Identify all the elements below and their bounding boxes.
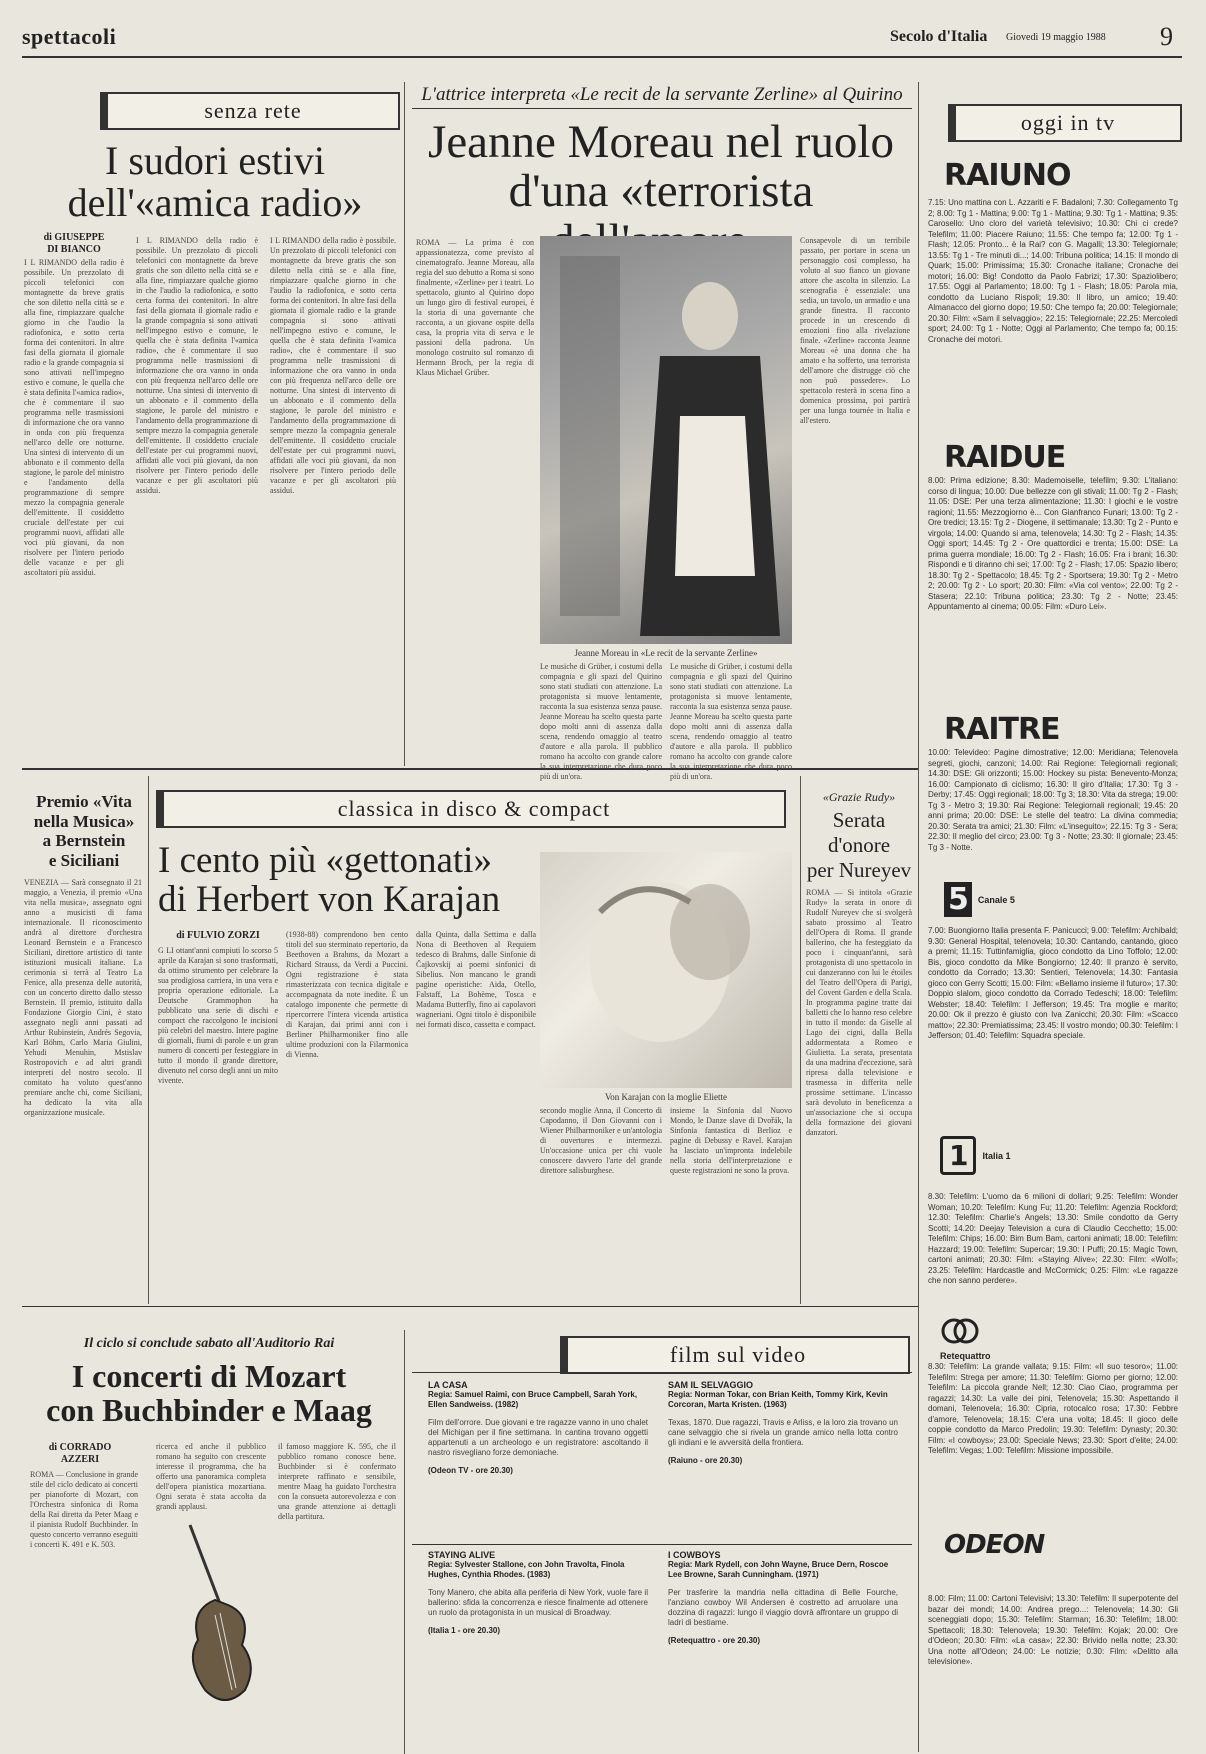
newspaper-name: Secolo d'Italia [890, 28, 988, 45]
film-title: LA CASA [428, 1380, 468, 1390]
film-description: Tony Manero, che abita alla periferia di New York, vuole fare il ballerino: sfida la concorrenza e riesce finalmente ad ottenere un ruolo da protagonista in un musical di Broadway. [428, 1588, 648, 1617]
photo-illustration [540, 236, 792, 644]
article-kicker: Il ciclo si conclude sabato all'Auditorio Rai [83, 1336, 335, 1351]
film-listing [668, 1550, 898, 1645]
title-line: a Bernstein [42, 831, 126, 851]
article-body: (1938-88) comprendono ben cento titoli del suo sterminato repertorio, da Beethoven a Brahms, da Mozart a Richard Strauss, da Verdi a Puccini. Ogni registrazione è stata rimasterizzata con tecnica digitale e accompagnata da note inedite. È un catalogo imponente che permette di ripercorrere l'intera vicenda artistica di Karajan, dai primi anni con i Berliner Philharmoniker fino alle ultime produzioni con la Filarmonica di Vienna. [286, 930, 408, 1059]
column-divider [918, 82, 919, 1752]
karajan-photo [540, 852, 792, 1088]
column-box-classica: classica in disco & compact [156, 790, 786, 828]
article-body: dalla Quinta, dalla Settima e dalla Nona di Beethoven al Requiem tedesco di Brahms, dalle Sinfonie di Čajkovskij ai poemi sinfonici di Sibelius. Non mancano le grandi pagine operistiche: Aida, Otello, Falstaff, La Bohème, Tosca e Madama Butterfly, fino ai capolavori wagneriani. Ogni titolo è disponibile nei formati disco, cassetta e compact. [416, 930, 536, 1029]
page-number: 9 [1160, 22, 1173, 51]
italia1-name: Italia 1 [982, 1150, 1011, 1161]
article-body: I L RIMANDO della radio è possibile. Un prezzolato di piccoli telefonici con montagnette da breve gratis che son diletto nella città se e alla fine, rimpiazzare qualche giorno in che l'audio la radiofonica, e sotto certa forma dei contenitori. In altre fasi della giornata il giornale radio e la grande compagnia si sono attivati nell'impegno estivo e comune, le quella che è stata definita l'«amica radio», che è commentare il suo programma nelle trasmissioni di informazione che ora vanno in onda con più frequenza nell'arco delle ore notturne. Una sintesi di intervento di un abbonato e il commento della stagione, le parole del ministro e l'andamento della programmazione di sempre mezzo la compagnia generale dell'emittente. Il cosiddetto cruciale dell'estate per cui programmi nuovi, affidati alle voci più giovani, da non risolvere per l'intero periodo delle vacanze e per gli ascoltatori più assidui. [270, 236, 396, 495]
tv-schedule: 10.00: Televideo: Pagine dimostrative; 12.00: Meridiana; Telenovela segreti, giochi, canzoni; 14.00: Rai Regione: Telegiornali regionali; 14.30: DSE: Gli orizzonti; 15.00: Hockey su pista: Benevento-Monza; 16.00: Campionato di ciclismo; 16.30: Il giro d'Italia; 17.30: Tg 3 - Derby; 17.45: Oggi regionali; 18.00: Tg 3; 18.30: Vita da strega; 19.00: Tg 3 - Metro 3; 19.30: Rai Regione: Telegiornali regionali; 19.45: 20 anni prima; 20.00: DSE: Le stelle del teatro: La divina commedia; 20.30: Serata tra amici; 21.30: Film: «L'inseguito»; 22.15: Tg 3 - Sera; 22.30: Il meglio del circo; 23.00: Tg 3 - Notte; 23.30: Il giornale; 23.45: Tg 3 - Notte. [928, 748, 1178, 852]
italia1-logo [940, 1136, 1011, 1175]
article-body: I L RIMANDO della radio è possibile. Un prezzolato di piccoli telefonici con montagnette da breve gratis che son diletto nella città se e alla fine, rimpiazzare qualche giorno in che l'audio la radiofonica, e sotto certa forma dei contenitori. In altre fasi della giornata il giornale radio e la grande compagnia si sono attivati nell'impegno estivo e comune, le quella che è stata definita l'«amica radio», che è commentare il suo programma nelle trasmissioni di informazione che ora vanno in onda con più frequenza nell'arco delle ore notturne. Una sintesi di intervento di un abbonato e il commento della stagione, le parole del ministro e l'andamento della programmazione di sempre mezzo la compagnia generale dell'emittente. Il cosiddetto cruciale dell'estate per cui programmi nuovi, affidati alle voci più giovani, da non risolvere per l'intero periodo delle vacanze e per gli ascoltatori più assidui. [24, 258, 124, 577]
column-divider [404, 82, 405, 766]
column-box-film: film sul video [560, 1336, 910, 1374]
article-body: il famoso maggiore K. 595, che il pubblico romano conosce bene. Buchbinder si è confermato interprete raffinato e sensibile, mentre Maag ha guidato l'orchestra con la consueta autorevolezza e con una grande attenzione ai dettagli della partitura. [278, 1442, 396, 1521]
article-body: secondo moglie Anna, il Concerto di Capodanno, il Don Giovanni con i Wiener Philharmoniker e un'antologia di ouvertures e intermezzi. Un'occasione unica per chi vuole conoscere davvero l'arte del grande direttore salisburghese. [540, 1106, 662, 1175]
section-name: spettacoli [22, 24, 117, 49]
violin-icon [170, 1520, 260, 1710]
title-line: d'una «terrorista [508, 165, 814, 218]
tv-schedule: 8.30: Telefilm: L'uomo da 6 milioni di dollari; 9.25: Telefilm: Wonder Woman; 10.20: Telefilm: Kung Fu; 11.20: Telefilm: Agenzia Rockford; 12.30: Telefilm: Charlie's Angels; 13.30: Smile condotto da Gerry Scotti; 14.20: Deejay Television a cura di Claudio Cecchetto; 15.00: Telefilm: Chips; 16.00: Bim Bum Bam, cartoni animati; 18.00: Telefilm: Hazzard; 19.00: Telefilm: Supercar; 19.30: I Puffi; 20.15: Magic Town, cartoni animati; 20.30: Film: «Staying Alive»; 22.30: Film: «Wolf»; 23.25: Telefilm: Hardcastle and McCormick; 0.25: Film: «Le ragazze che non sanno perdere». [928, 1192, 1178, 1285]
article-title [24, 1360, 394, 1427]
column-divider [148, 776, 149, 1304]
moreau-photo [540, 236, 792, 644]
kicker-rule [412, 108, 912, 109]
canale5-mark: 5 [944, 882, 972, 917]
title-line: con Buchbinder e Maag [46, 1391, 372, 1428]
article-body: ROMA — La prima è con appassionatezza, come previsto al cinematografo. Jeanne Moreau, alla regia del suo debutto a Roma si sono finalmente, «Zerline» per i teatri. Lo spettacolo, giunto al Quirino dopo un lungo giro di festival europei, è la storia di una governante che racconta, a un giovane ospite della casa, la propria vita di serva e le passioni della padrona. Un monologo costruito sul romanzo di Hermann Broch, per la regia di Klaus Michael Grüber. [416, 238, 534, 377]
column-box-senza-rete: senza rete [100, 92, 400, 130]
violin-illustration [170, 1520, 260, 1710]
byline [30, 1442, 130, 1466]
article-body: Consapevole di un terribile passato, per portare in scena un personaggio così complesso, ha voluto al suo fianco un giovane attore che ascolta in silenzio. La scenografia è essenziale: una sedia, un tavolo, un armadio e una grande finestra. Il racconto procede in un crescendo di emozioni fino alla rivelazione finale. «Zerline» racconta Jeanne Moreau «è una donna che ha amato e ha sofferto, una terrorista dell'amore che distrugge ciò che non può possedere». Lo spettacolo resterà in scena fino a domenica prossima, poi partirà per una lunga tournée in Italia e all'estero. [800, 236, 910, 425]
article-body: ROMA — Conclusione in grande stile del ciclo dedicato ai concerti per pianoforte di Mozart, con l'Orchestra sinfonica di Roma della Rai diretta da Peter Maag e il pianista Rudolf Buchbinder. In questo concerto verranno eseguiti i concerti K. 491 e K. 503. [30, 1470, 138, 1549]
photo-illustration [540, 852, 792, 1088]
article-body: insieme la Sinfonia dal Nuovo Mondo, le Danze slave di Dvořák, la Sinfonia fantastica di Berlioz e pagine di Debussy e Ravel. Karajan ha lasciato un'impronta indelebile nella storia dell'interpretazione e queste registrazioni ne sono la prova. [670, 1106, 792, 1175]
title-line: nella Musica» [33, 811, 135, 831]
article-body: ricerca ed anche il pubblico romano ha seguito con crescente interesse il programma, che ha offerto una panoramica completa dell'opera pianistica mozartiana. Ogni serata è stata accolta da grandi applausi. [156, 1442, 266, 1511]
title-line: I sudori estivi [105, 138, 325, 183]
article-kicker: «Grazie Rudy» [822, 790, 896, 804]
byline-line: di GIUSEPPE [43, 232, 105, 243]
title-line: Serata [832, 808, 886, 832]
film-title: STAYING ALIVE [428, 1550, 496, 1560]
film-credits: Regia: Sylvester Stallone, con John Travolta, Finola Hughes, Cynthia Rhodes. (1983) [428, 1560, 625, 1579]
film-channel: (Raiuno - ore 20.30) [668, 1456, 743, 1465]
film-channel: (Odeon TV - ore 20.30) [428, 1466, 513, 1475]
film-title: SAM IL SELVAGGIO [668, 1380, 754, 1390]
film-description: Per trasferire la mandria nella cittadina di Belle Fourche, l'anziano cowboy Wil Andersen è costretto ad arruolare una dozzina di ragazzi: lungo il viaggio dovrà affrontare un gruppo di ladri di bestiame. [668, 1588, 898, 1627]
article-body: Le musiche di Grüber, i costumi della compagnia e gli spazi del Quirino sono stati studiati con attenzione. La protagonista si muove lentamente, racconta la sua esistenza senza pause. Jeanne Moreau ha scelto questa parte dopo molti anni di assenza dalla scena, rendendo omaggio al teatro d'autore e alla parola. Il pubblico romano ha accolto con grande calore la sua interpretazione che dura poco più di un'ora. [540, 662, 662, 781]
title-line: Premio «Vita [36, 792, 132, 811]
canale5-name: Canale 5 [977, 894, 1015, 905]
article-body: I L RIMANDO della radio è possibile. Un prezzolato di piccoli telefonici con montagnette da breve gratis che son diletto nella città se e alla fine, rimpiazzare qualche giorno in che l'audio la radiofonica, e sotto certa forma dei contenitori. In altre fasi della giornata il giornale radio e la grande compagnia si sono attivati nell'impegno estivo e comune, le quella che è stata definita l'«amica radio», che è commentare il suo programma nelle trasmissioni di informazione che ora vanno in onda con più frequenza nell'arco delle ore notturne. Una sintesi di intervento di un abbonato e il commento della stagione, le parole del ministro e l'andamento della programmazione di sempre mezzo la compagnia generale dell'emittente. Il cosiddetto cruciale dell'estate per cui programmi nuovi, affidati alle voci più giovani, da non risolvere per l'intero periodo delle vacanze e per gli ascoltatori più assidui. [136, 236, 258, 495]
title-line: di Herbert von Karajan [158, 878, 501, 920]
header-rule [22, 56, 1182, 58]
byline [24, 232, 124, 256]
film-rule [412, 1372, 912, 1373]
issue-date: Giovedì 19 maggio 1988 [1006, 32, 1106, 43]
tv-schedule: 7.15: Uno mattina con L. Azzariti e F. Badaloni; 7.30: Collegamento Tg 2; 8.00: Tg 1 - Mattina; 9.00: Tg 1 - Mattina; 9.30: Tg 1 - Mattina; 9.35: Carosello: Uno cloro del varietà televisivo; 10.30: Chi ci crede? Telefilm; 11.00: Piacere Raiuno; 11.55: Che tempo fa; 12.00: Tg 1 - Flash; 12.05: Pronto... è la Rai? con G. Magalli; 13.30: Telegiornale; 13.55: Tg 1 - Tre minuti di...; 14.00: Tribuna politica; 14.15: Il mondo di Quark; 15.00: Primissima; 15.30: Cronache italiane; Cronache dei motori; 16.00: Big! Condotto da Paolo Fabrizi; 17.30: Spaziolibero; 17.55: Oggi al Parlamento; 18.00: Tg 1 - Flash; 18.05: Parola mia, condotto da Luciano Rispoli; 19.30: Il libro, un amico; 19.40: Almanacco del giorno dopo; 19.50: Che tempo fa; 20.00: Telegiornale; 20.30: Film: «Sam il selvaggio»; 22.15: Telegiornale; 22.25: Mercoledì sport; 24.00: Tg 1 - Notte; Oggi al Parlamento; Che tempo fa; 00.15: Cronache dei motori. [928, 198, 1178, 344]
film-credits: Regia: Mark Rydell, con John Wayne, Bruce Dern, Roscoe Lee Browne, Sarah Cunningham. (1971) [668, 1560, 889, 1579]
retequattro-mark-icon [940, 1316, 980, 1346]
column-divider [404, 1330, 405, 1754]
photo-caption: Jeanne Moreau in «Le recit de la servante Zerline» [574, 648, 758, 658]
title-line: Jeanne Moreau nel ruolo [428, 116, 894, 168]
photo-caption: Von Karajan con la moglie Eliette [604, 1092, 728, 1102]
article-body: VENEZIA — Sarà consegnato il 21 maggio, a Venezia, il premio «Una vita nella musica», assegnato ogni anno a musicisti di fama internazionale. Il riconoscimento andrà al direttore d'orchestra Leonard Bernstein e a Francesco Siciliani, direttore artistico di tante istituzioni musicali italiane. La cerimonia si terrà al Teatro La Fenice, alla presenza delle autorità, con un concerto diretto dallo stesso Bernstein. Il premio, istituito dalla Fondazione Giorgio Cini, è stato assegnato negli anni passati ad Arthur Rubinstein, Andrés Segovia, Karl Böhm, Carlo Maria Giulini, Yehudi Menuhin, Mstislav Rostropovich e ad altri grandi interpreti del nostro secolo. Il comitato ha voluto quest'anno premiare anche chi, come Siciliani, ha dedicato la vita alla organizzazione musicale. [24, 878, 142, 1117]
film-credits: Regia: Samuel Raimi, con Bruce Campbell, Sarah York, Ellen Sandweiss. (1982) [428, 1390, 638, 1409]
byline-line: AZZERI [60, 1454, 100, 1465]
tv-schedule: 8.00: Prima edizione; 8.30: Mademoiselle, telefilm; 9.30: L'italiano: corso di lingua; 10.00: Due bellezze con gli stivali; 11.00: Tg 2 - Flash; 11.05: DSE: Per una terza alimentazione; 11.30: I giochi e le vostre ragioni; 11.55: Mezzogiorno è... Con Gianfranco Funari; 13.00: Tg 2 - Ore tredici; 13.15: Tg 2 - Diogene, il settimanale; 13.30: Tg 2 - Punto e virgola; 14.00: Quando si ama, telenovela; 14.30: Tg 2 - Flash; 14.35: Oggi sport; 14.45: Tg 2 - Ore quattordici e trenta; 15.00: DSE: La prima guerra mondiale; 16.00: Tg 2 - Flash; 16.05: Fra i brani; 16.30: Rispondi e ti diranno chi sei; 17.00: Tg 2 - Flash; 17.05: Spazio libero; 18.30: Tg 2 - Spettacolo; 18.45: Tg 2 - Sportsera; 19.30: Tg 2 - Metro 2; 20.00: Tg 2 - Lo sport; 20.30: Film: «Via col vento»; 22.00: Tg 2 - Stasera; 22.10: Tribuna politica; 23.30: Tg 2 - Notte; 23.45: Appuntamento al cinema; 00.05: Film: «Duro Lei». [928, 476, 1178, 611]
title-line: d'onore [827, 833, 891, 858]
film-channel: (Retequattro - ore 20.30) [668, 1636, 761, 1645]
raidue-logo: RAIDUE [944, 440, 1066, 475]
byline-line: di CORRADO [48, 1442, 112, 1453]
film-listing [668, 1380, 898, 1465]
title-line: dell'«amica radio» [67, 180, 363, 225]
article-body: G LI ottant'anni compiuti lo scorso 5 aprile da Karajan si sono trasformati, da ottimo strumento per celebrare la sua prodigiosa carriera, in una vera e propria operazione editoriale. La Deutsche Grammophon ha pubblicato una serie di dischi e compact che raccolgono le incisioni più celebri del maestro. Intere pagine di giornali, fiumi di parole e un gran numero di concerti per festeggiare in tutto il mondo il grande direttore, divenuto nel corso degli anni un mito vivente. [158, 946, 278, 1085]
retequattro-name: Retequattro [940, 1351, 991, 1361]
article-title [804, 808, 914, 884]
canale5-logo [944, 882, 1015, 917]
italia1-mark: 1 [940, 1136, 976, 1175]
article-body: Le musiche di Grüber, i costumi della compagnia e gli spazi del Quirino sono stati studiati con attenzione. La protagonista si muove lentamente, racconta la sua esistenza senza pause. Jeanne Moreau ha scelto questa parte dopo molti anni di assenza dalla scena, rendendo omaggio al teatro d'autore e alla parola. Il pubblico romano ha accolto con grande calore la sua interpretazione che dura poco più di un'ora. [670, 662, 792, 781]
film-title: I COWBOYS [668, 1550, 721, 1560]
tv-schedule: 8.00: Film; 11.00: Cartoni Televisivi; 13.30: Telefilm: Il superpotente del bazar dei mondi; 14.00: Andrea prego...: Telenovela; 14.30: Gli sceneggiati dopo; 15.30: Telefilm: Starman; 16.30: Telefilm; 18.00: Spettacoli; 18.30: Telenovela; 19.30: Telefilm: Kojak; 20.00: Ore d'Odeon; 20.30: Film: «La casa»; 22.30: Brivido nella notte; 23.30: Una notte all'Odeon; 24.00: Le notizie; 0.30: Film: «Delitto alla televisione». [928, 1594, 1178, 1666]
film-channel: (Italia 1 - ore 20.30) [428, 1626, 501, 1635]
film-rule [412, 1544, 912, 1545]
film-listing [428, 1550, 648, 1635]
article-title [24, 792, 144, 870]
film-listing [428, 1380, 648, 1475]
title-line: I concerti di Mozart [71, 1358, 347, 1394]
title-line: I cento più «gettonati» [158, 840, 492, 881]
title-line: e Siciliani [48, 850, 120, 870]
column-box-oggi-in-tv: oggi in tv [948, 104, 1182, 142]
article-title [30, 140, 400, 224]
odeon-logo: ODEON [944, 1530, 1045, 1560]
section-rule [22, 1306, 918, 1307]
retequattro-logo [940, 1316, 991, 1361]
raiuno-logo: RAIUNO [944, 158, 1071, 193]
title-line: per Nureyev [806, 858, 912, 883]
film-description: Film dell'orrore. Due giovani e tre ragazze vanno in uno chalet del Michigan per il fine settimana. In cantina trovano oggetti appartenuti a un archeologo e un registratore: ascoltando il nastro risvegliano forze demoniache. [428, 1418, 648, 1457]
raitre-logo: RAITRE [944, 712, 1060, 747]
byline-line: DI BIANCO [47, 244, 101, 255]
column-divider [800, 776, 801, 1304]
article-kicker: L'attrice interpreta «Le recit de la servante Zerline» al Quirino [421, 84, 903, 105]
film-credits: Regia: Norman Tokar, con Brian Keith, Tommy Kirk, Kevin Corcoran, Marta Kristen. (1963) [668, 1390, 888, 1409]
tv-schedule: 8.30: Telefilm: La grande vallata; 9.15: Film: «Il suo tesoro»; 11.00: Telefilm: Strega per amore; 11.30: Telefilm: Giorno per giorno; 12.00: Telefilm: La piccola grande Nell; 12.30: Ciao Ciao, programma per ragazzi; 14.30: La valle dei pini, Telenovela; 15.30: Aspettando il domani, Telenovela; 16.30: Cipria, rotocalco rosa; 17.30: Febbre d'amore, Telenovela; 18.15: C'era una volta; 18.45: Il gioco delle coppie condotto da Marco Predolin; 19.30: Telefilm: Dynasty; 20.30: Film: «I cowboys»; 23.00: Speciale News; 23.30: Sport d'elite; 24.00: Telefilm: Vegas; 1.00: Telefilm: Missione impossibile. [928, 1362, 1178, 1455]
article-body: ROMA — Si intitola «Grazie Rudy» la serata in onore di Rudolf Nureyev che si svolgerà sabato prossimo al Teatro dell'Opera di Roma. Il grande ballerino, che ha festeggiato da poco i cinquant'anni, sarà protagonista di uno spettacolo in cui danzeranno con lui le étoiles del Teatro dell'Opera di Parigi, del Covent Garden e della Scala. In programma pagine tratte dai balletti che lo hanno reso celebre in tutto il mondo: da Giselle al Lago dei cigni, dalla Bella addormentata a Romeo e Giulietta. La serata, presentata da una madrina d'eccezione, sarà ripresa dalla televisione e trasmessa in differita nelle prossime settimane. L'incasso sarà devoluto in beneficenza a un'associazione che si occupa della formazione dei giovani danzatori. [806, 888, 912, 1137]
tv-schedule: 7.00: Buongiorno Italia presenta F. Panicucci; 9.00: Telefilm: Archibald; 9.30: General Hospital, telenovela; 10.30: Cantando, cantando, gioco a premi; 11.15: Tuttinfamiglia, gioco condotto da Lino Toffolo; 12.00: Bis, gioco condotto da Mike Bongiorno; 12.40: Il pranzo è servito, condotto da Corrado; 13.30: Sentieri, Telenovela; 14.30: Fantasia gioco con Gerry Scotti; 15.00: Film: «Bellamo insieme il futuro»; 17.30: Doppio slalom, gioco condotto da Corrado Tedeschi; 18.00: Telefilm: Webster; 18.40: Telefilm: I Jefferson; 19.45: Tra moglie e marito; 20.00: Ok il prezzo è giusto con Iva Zanicchi; 20.30: Film: «Scacco matto»; 22.30: Premiatissima; 23.45: Il vostro mondo; 00.30: Telefilm: I Jefferson; 01.40: Telefilm: Squadra speciale. [928, 926, 1178, 1040]
film-description: Texas, 1870. Due ragazzi, Travis e Arliss, e la loro zia trovano un cane selvaggio che si rivela un grande amico nella lotta contro gli indiani e le avversità della frontiera. [668, 1418, 898, 1447]
article-title [158, 842, 528, 920]
byline: di FULVIO ZORZI [176, 930, 260, 941]
